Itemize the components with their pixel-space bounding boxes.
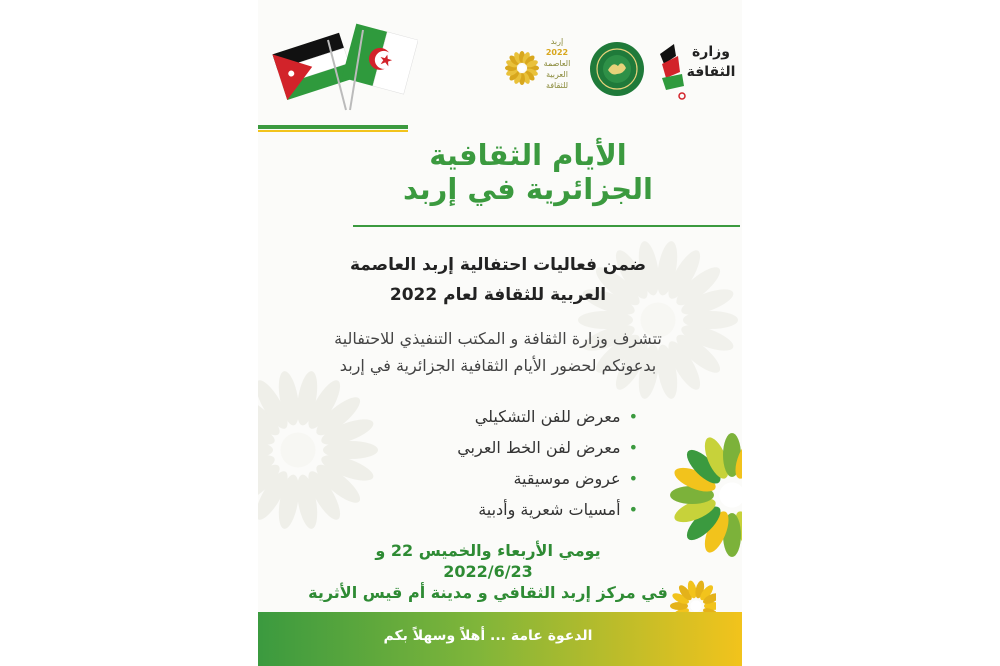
event-schedule [298, 540, 678, 603]
events-list [378, 401, 638, 525]
invitation-line: تتشرف وزارة الثقافة و المكتب التنفيذي للاحتفالية [334, 329, 662, 348]
ministry-logo-line: الثقافة [686, 64, 736, 80]
invitation-text [278, 325, 718, 379]
flags-emblem [268, 10, 418, 125]
list-item [378, 494, 638, 525]
invitation-line: بدعوتكم لحضور الأيام الثقافية الجزائرية في إربد [339, 356, 657, 375]
subheading [278, 250, 718, 310]
list-item [378, 401, 638, 432]
schedule-line: يومي الأربعاء والخميس 22 و [375, 541, 601, 560]
irbid-sunburst-icon [502, 40, 542, 100]
bullet: • [628, 407, 638, 426]
subheading-line: ضمن فعاليات احتفالية إربد العاصمة [349, 255, 647, 275]
divider-top-accent [258, 130, 408, 132]
ministry-logo-line: وزارة [692, 44, 730, 60]
bullet: • [628, 500, 638, 519]
sunburst-center [719, 482, 742, 507]
irbid-logo-line: للثقافة [545, 81, 569, 90]
schedule-line: في مركز إربد الثقافي و مدينة أم قيس الأثرية [308, 583, 668, 602]
event-label: عروض موسيقية [513, 469, 621, 488]
list-item [378, 463, 638, 494]
irbid-logo-line: العاصمة [543, 59, 571, 68]
sunburst-center [519, 65, 526, 72]
title-line: الأيام الثقافية [429, 138, 627, 172]
list-item [378, 432, 638, 463]
page-title [378, 138, 678, 206]
arab-league-emblem [588, 40, 646, 98]
sunburst-center [281, 433, 316, 468]
ministry-logo-icon [656, 42, 690, 102]
event-label: أمسيات شعرية وأدبية [478, 500, 621, 519]
divider-top [258, 125, 408, 129]
sunburst-decoration-large [654, 420, 742, 570]
schedule-line: 2022/6/23 [443, 562, 533, 581]
irbid-logo-text [540, 36, 574, 91]
subheading-line: العربية للثقافة لعام 2022 [389, 285, 607, 305]
ministry-logo-text [686, 42, 736, 82]
event-label: معرض للفن التشكيلي [474, 407, 621, 426]
bullet: • [628, 438, 638, 457]
title-line: الجزائرية في إربد [403, 172, 653, 206]
irbid-logo-line: العربية [546, 70, 568, 79]
sunburst-center [690, 600, 701, 611]
poster [258, 0, 742, 666]
event-label: معرض لفن الخط العربي [457, 438, 621, 457]
irbid-logo-line: 2022 [545, 48, 569, 57]
divider-title [353, 225, 740, 227]
irbid-logo-line: إربد [550, 37, 564, 46]
bullet: • [628, 469, 638, 488]
footer-message: الدعوة عامة ... أهلاً وسهلاً بكم [383, 628, 593, 644]
background-sunburst-left [258, 350, 398, 550]
algeria-flag [342, 24, 418, 95]
